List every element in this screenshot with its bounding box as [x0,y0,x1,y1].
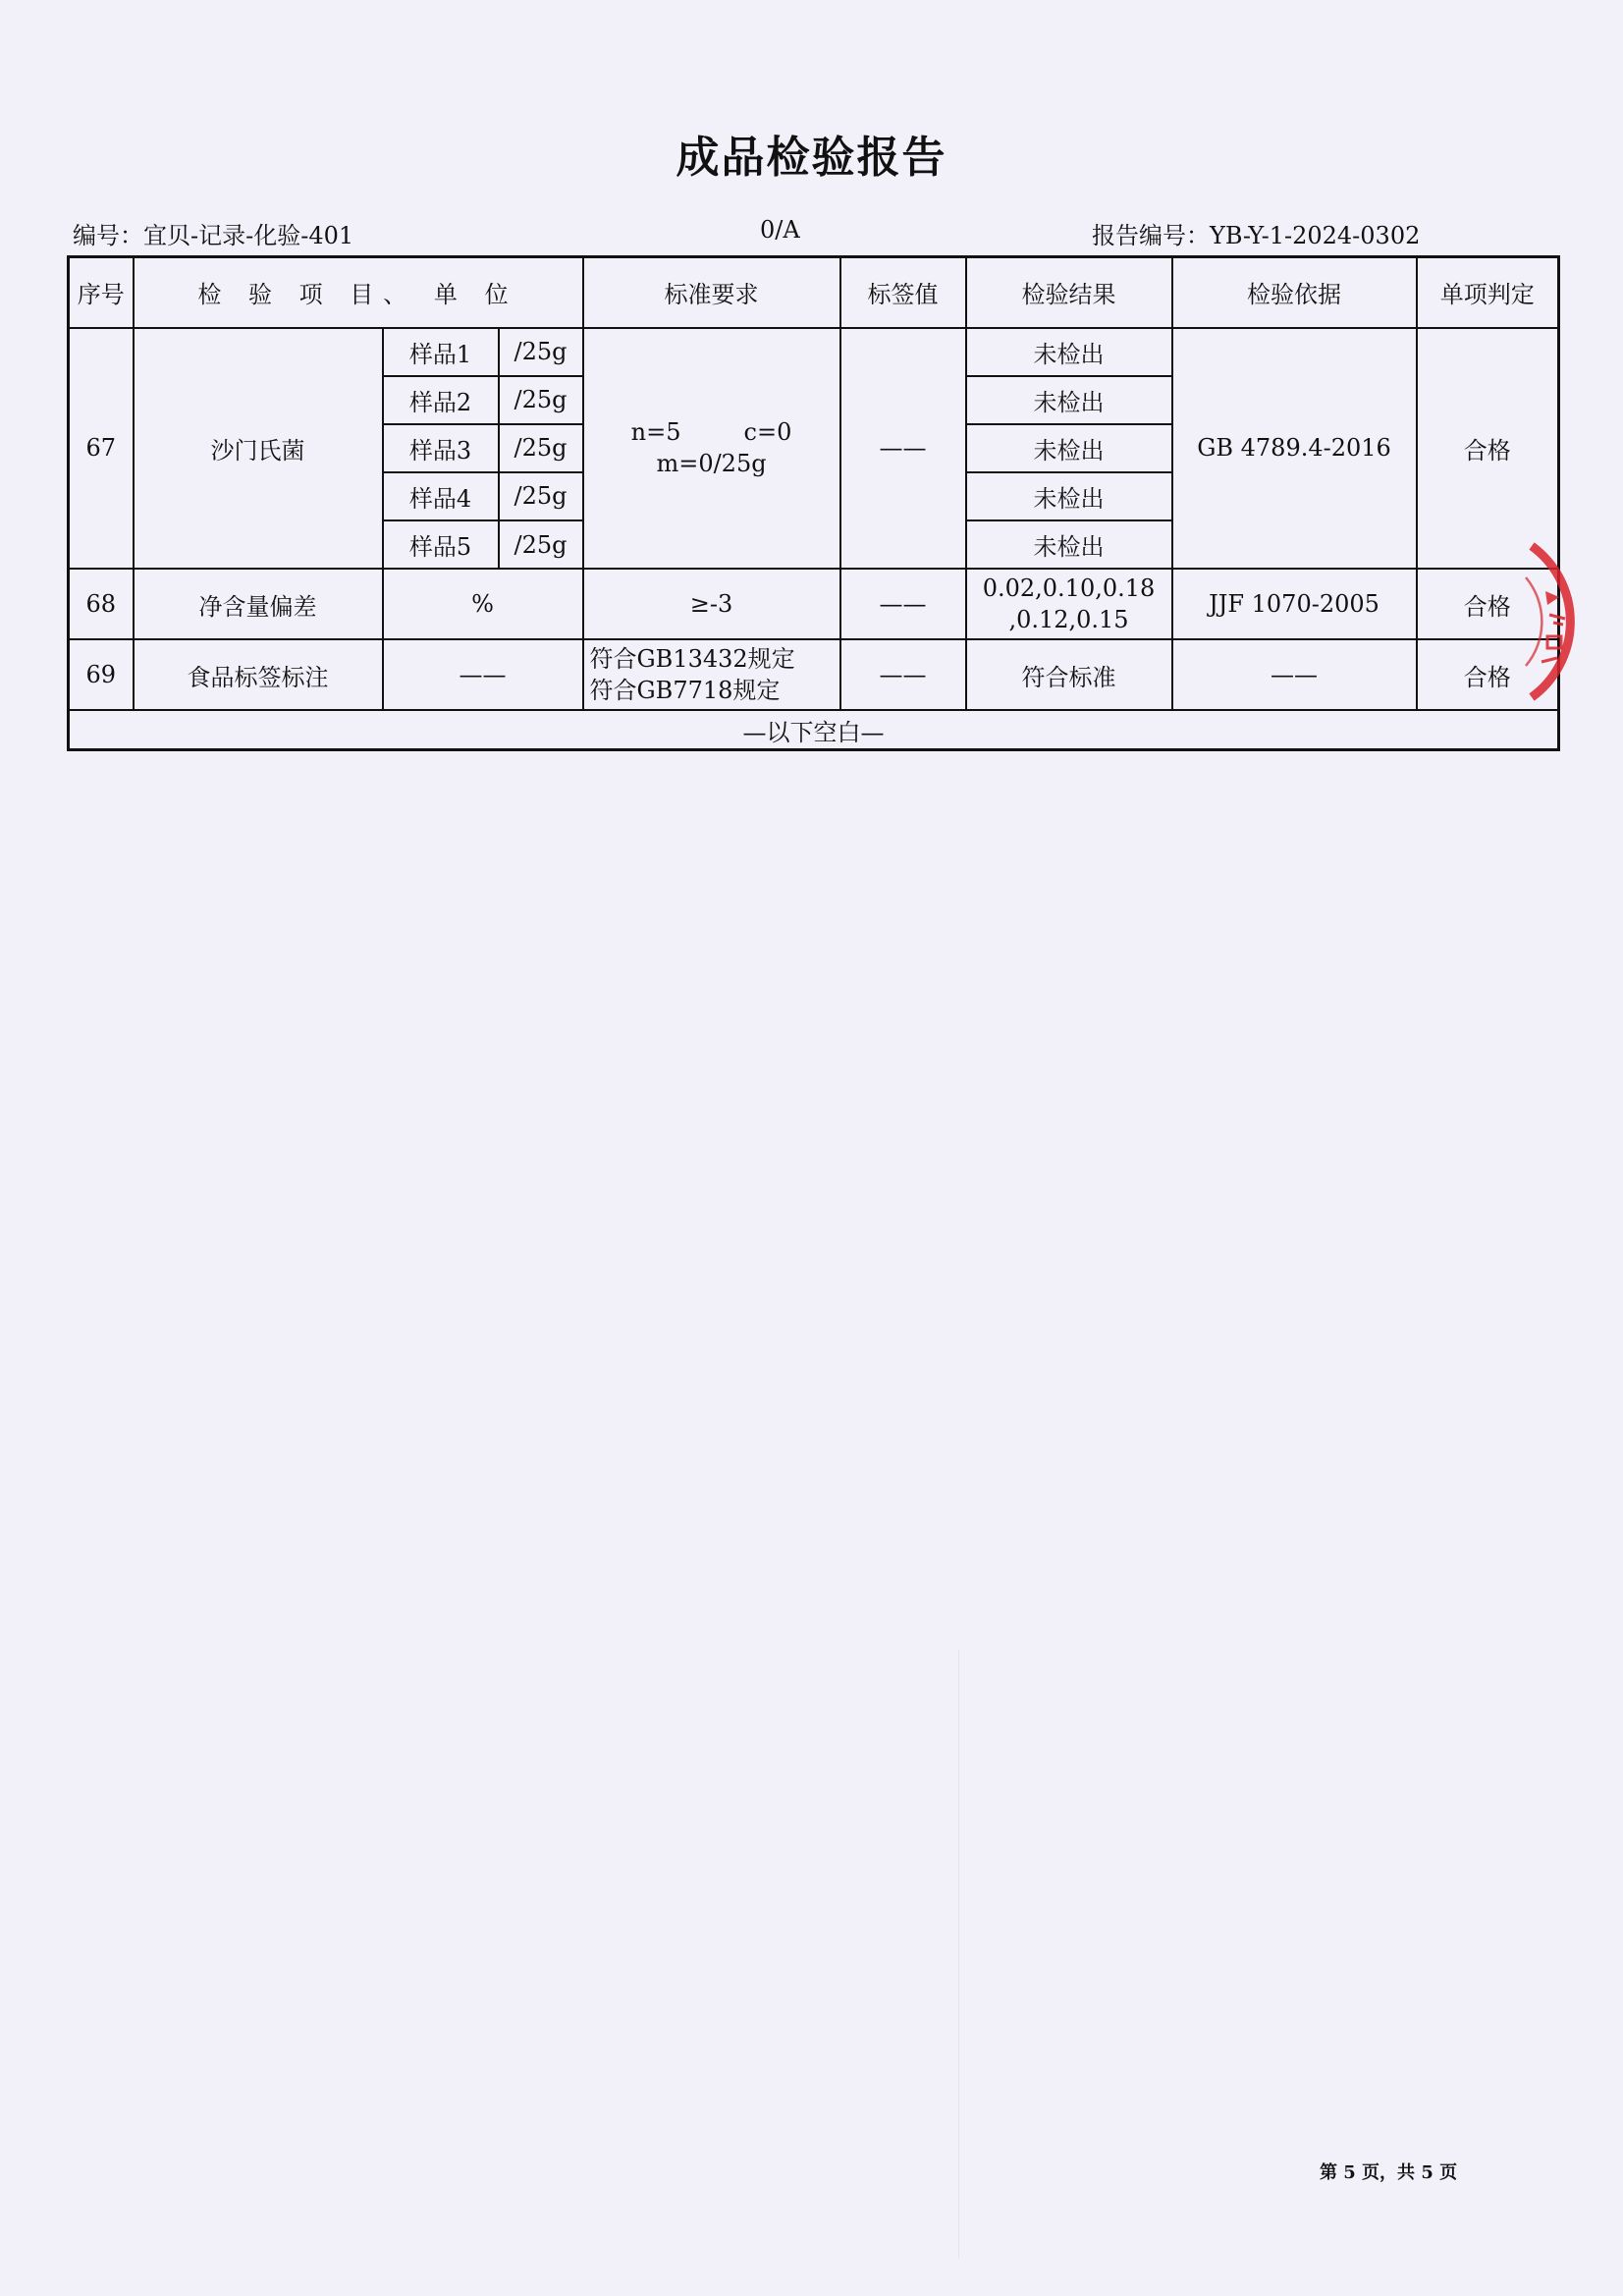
table-row [69,569,1559,639]
row68-result-line2: ,0.12,0.15 [1008,606,1129,634]
row69-standard-line1: 符合GB13432规定 [589,645,795,674]
table-row [69,710,1559,749]
row69-item: 食品标签标注 [134,639,383,710]
row69-basis: —— [1172,639,1417,710]
row69-seq: 69 [69,639,134,710]
header-seq: 序号 [69,257,134,328]
standard-c: c=0 [743,418,792,447]
sample-result: 未检出 [966,328,1172,376]
row68-unit: % [383,569,583,639]
sample-name: 样品4 [383,472,499,520]
sample-unit: /25g [499,424,583,472]
header-judgment: 单项判定 [1417,257,1559,328]
version-number: 0/A [760,216,800,244]
report-title: 成品检验报告 [676,133,947,183]
standard-n: n=5 [630,418,681,447]
row69-judgment: 合格 [1417,639,1559,710]
row67-item: 沙门氏菌 [134,328,383,569]
blank-note: —以下空白— [69,710,1559,749]
row68-seq: 68 [69,569,134,639]
standard-m: m=0/25g [656,450,767,478]
sample-name: 样品2 [383,376,499,424]
sample-name: 样品3 [383,424,499,472]
header-basis: 检验依据 [1172,257,1417,328]
sample-result: 未检出 [966,472,1172,520]
sample-name: 样品5 [383,520,499,569]
header-item: 检 验 项 目、 单 位 [134,257,583,328]
table-row [69,328,1559,376]
row67-basis: GB 4789.4-2016 [1172,328,1417,569]
row68-item: 净含量偏差 [134,569,383,639]
row68-result [966,569,1172,639]
page-footer: 第 5 页，共 5 页 [1320,2162,1458,2183]
sample-result: 未检出 [966,520,1172,569]
row69-label-value: —— [840,639,966,710]
sample-unit: /25g [499,520,583,569]
sample-unit: /25g [499,472,583,520]
row69-standard [583,639,840,710]
seal-stamp-icon [1502,538,1620,705]
document-number: 编号：宜贝-记录-化验-401 [73,222,354,249]
header-standard: 标准要求 [583,257,840,328]
sample-result: 未检出 [966,424,1172,472]
header-label-value: 标签值 [840,257,966,328]
row68-standard: ≥-3 [583,569,840,639]
report-number: 报告编号：YB-Y-1-2024-0302 [1092,222,1421,249]
row69-standard-line2: 符合GB7718规定 [589,677,781,705]
row68-basis: JJF 1070-2005 [1172,569,1417,639]
sample-unit: /25g [499,328,583,376]
table-header-row [69,257,1559,328]
row68-label-value: —— [840,569,966,639]
row67-seq: 67 [69,328,134,569]
inspection-table [67,255,1560,751]
row68-judgment: 合格 [1417,569,1559,639]
sample-name: 样品1 [383,328,499,376]
row67-standard [583,328,840,569]
scan-artifact-line [958,1650,959,2259]
header-result: 检验结果 [966,257,1172,328]
row67-judgment: 合格 [1417,328,1559,569]
table-row [69,639,1559,710]
sample-result: 未检出 [966,376,1172,424]
sample-unit: /25g [499,376,583,424]
row68-result-line1: 0.02,0.10,0.18 [982,574,1156,603]
row69-unit: —— [383,639,583,710]
row67-label-value: —— [840,328,966,569]
row69-result: 符合标准 [966,639,1172,710]
